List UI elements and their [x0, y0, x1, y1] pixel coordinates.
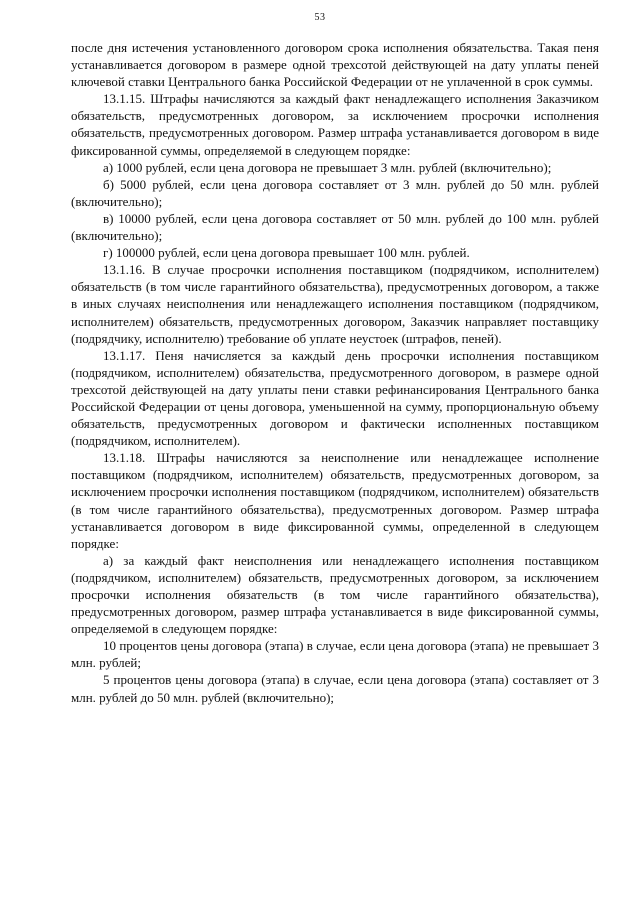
list-item-g: г) 100000 рублей, если цена договора превышает 100 млн. рублей.	[103, 245, 470, 261]
fine-5-percent: 5 процентов цены договора (этапа) в случае, если цена договора (этапа) составляет от 3 млн. рублей до 50 млн. рублей (включительно);	[71, 672, 599, 705]
paragraph-13-1-18: 13.1.18. Штрафы начисляются за неисполнение или ненадлежащее исполнение поставщиком (подрядчиком, исполнителем) обязательств, предусмотренных договором, за исключением просрочки исполнения поставщиком (подрядчиком, исполнителем) обязательств (в том числе гарантийного обязательства), предусмотренных договором. Размер штрафа устанавливается договором в виде фиксированной суммы, определенной в следующем порядке:	[71, 450, 599, 551]
fine-10-percent: 10 процентов цены договора (этапа) в случае, если цена договора (этапа) не превышает 3 млн. рублей;	[71, 638, 599, 671]
paragraph-penalty-continuation: после дня истечения установленного договором срока исполнения обязательства. Такая пеня устанавливается договором в размере одной трехсотой действующей на дату уплаты пеней ключевой ставки Центрального банка Российской Федерации от не уплаченной в срок суммы.	[71, 40, 599, 90]
page-number: 53	[314, 12, 326, 23]
paragraph-13-1-17: 13.1.17. Пеня начисляется за каждый день просрочки исполнения поставщиком (подрядчиком, исполнителем) обязательства, предусмотренного договором, в размере одной трехсотой действующей на дату уплаты пени ставки рефинансирования Центрального банка Российской Федерации от цены договора, уменьшенной на сумму, пропорциональную объему обязательств, предусмотренных договором и фактически исполненных поставщиком (подрядчиком, исполнителем).	[71, 347, 599, 449]
list-item-b: б) 5000 рублей, если цена договора составляет от 3 млн. рублей до 50 млн. рублей (включительно);	[71, 176, 599, 209]
paragraph-13-1-16: 13.1.16. В случае просрочки исполнения поставщиком (подрядчиком, исполнителем) обязательств (в том числе гарантийного обязательства), предусмотренных договором, а также в иных случаях неисполнения или ненадлежащего исполнения поставщиком (подрядчиком, исполнителем) обязательств, предусмотренных договором, Заказчик направляет поставщику (подрядчику, исполнителю) требование об уплате неустоек (штрафов, пеней).	[71, 262, 599, 346]
list-item-a: а) 1000 рублей, если цена договора не превышает 3 млн. рублей (включительно);	[103, 159, 552, 175]
paragraph-13-1-15: 13.1.15. Штрафы начисляются за каждый факт ненадлежащего исполнения Заказчиком обязательств, предусмотренных договором, за исключением просрочки исполнения обязательств, предусмотренных договором. Размер штрафа устанавливается договором в виде фиксированной суммы, определяемой в следующем порядке:	[71, 91, 599, 158]
list-item-v: в) 10000 рублей, если цена договора составляет от 50 млн. рублей до 100 млн. рублей (включительно);	[71, 210, 599, 244]
page-body	[71, 39, 599, 706]
list-item-a-fine: а) за каждый факт неисполнения или ненадлежащего исполнения поставщиком (подрядчиком, исполнителем) обязательств, предусмотренных договором, за исключением просрочки исполнения обязательств (в том числе гарантийного обязательства), предусмотренных договором, размер штрафа устанавливается в виде фиксированной суммы, определяемой в следующем порядке:	[71, 552, 599, 637]
